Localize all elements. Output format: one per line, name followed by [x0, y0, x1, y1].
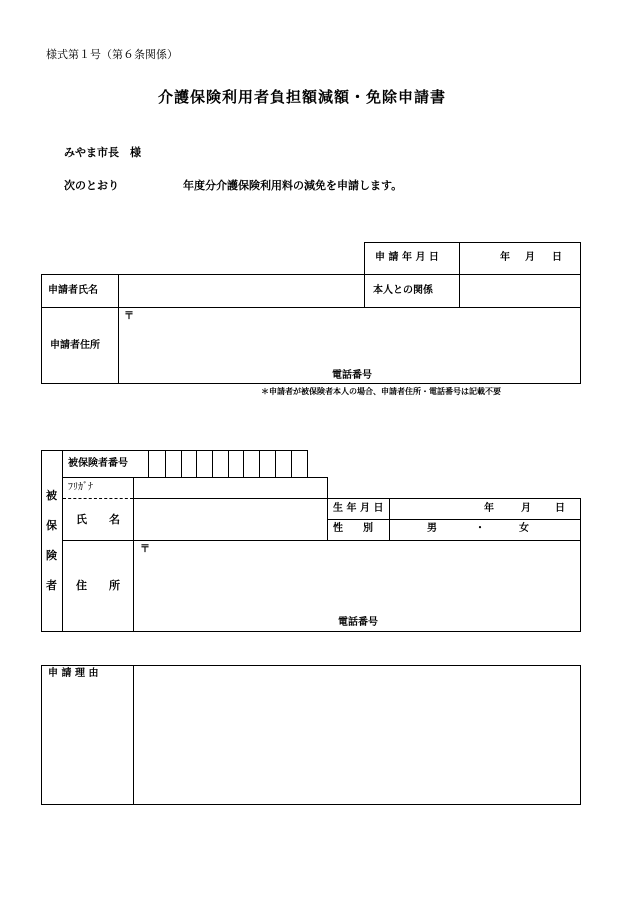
side-label-2: 保 — [46, 519, 57, 532]
side-label-3: 険 — [46, 549, 57, 562]
note-text: ＊申請者が被保険者本人の場合、申請者住所・電話番号は記載不要 — [261, 387, 501, 396]
applicant-name-label: 申請者氏名 — [48, 285, 98, 296]
applicant-address-label: 申請者住所 — [50, 340, 100, 351]
relationship-label: 本人との関係 — [373, 285, 433, 296]
applicant-name-field[interactable] — [119, 275, 363, 306]
intro-suffix: 年度分介護保険利用料の減免を申請します。 — [183, 179, 403, 192]
gender-male-option[interactable]: 男 — [427, 523, 437, 534]
birthdate-label: 生 年 月 日 — [333, 503, 384, 514]
insured-number-label: 被保険者番号 — [68, 458, 128, 469]
side-label-1: 被 — [46, 489, 57, 502]
reason-field[interactable] — [134, 666, 579, 803]
applicant-address-field[interactable] — [119, 308, 579, 366]
date-day-label: 日 — [552, 252, 562, 263]
side-label-4: 者 — [46, 579, 57, 592]
addressee: みやま市長 様 — [64, 146, 141, 159]
name-label: 氏 名 — [76, 513, 120, 526]
applicant-phone-label: 電話番号 — [332, 370, 372, 381]
insured-postal-mark: 〒 — [140, 544, 150, 555]
gender-separator: ・ — [475, 523, 485, 534]
insured-address-field[interactable] — [134, 541, 579, 613]
form-number: 様式第１号（第６条関係） — [46, 48, 178, 61]
birth-month-label: 月 — [521, 503, 531, 514]
name-field[interactable] — [134, 499, 326, 539]
page-title: 介護保険利用者負担額減額・免除申請書 — [158, 88, 447, 106]
gender-female-option[interactable]: 女 — [519, 523, 529, 534]
date-year-label: 年 — [500, 252, 510, 263]
gender-label: 性 別 — [333, 523, 373, 534]
furigana-label: ﾌﾘｶﾞﾅ — [68, 482, 93, 493]
application-date-label: 申 請 年 月 日 — [375, 252, 439, 263]
furigana-field[interactable] — [134, 478, 326, 497]
insured-phone-label: 電話番号 — [338, 617, 378, 628]
relationship-field[interactable] — [460, 275, 579, 306]
birth-year-label: 年 — [484, 503, 494, 514]
reason-label: 申 請 理 由 — [48, 668, 99, 679]
insured-number-field[interactable] — [149, 451, 306, 476]
address-label: 住 所 — [76, 579, 120, 592]
postal-mark: 〒 — [124, 311, 134, 322]
birth-day-label: 日 — [555, 503, 565, 514]
intro-prefix: 次のとおり — [64, 179, 119, 192]
date-month-label: 月 — [525, 252, 535, 263]
